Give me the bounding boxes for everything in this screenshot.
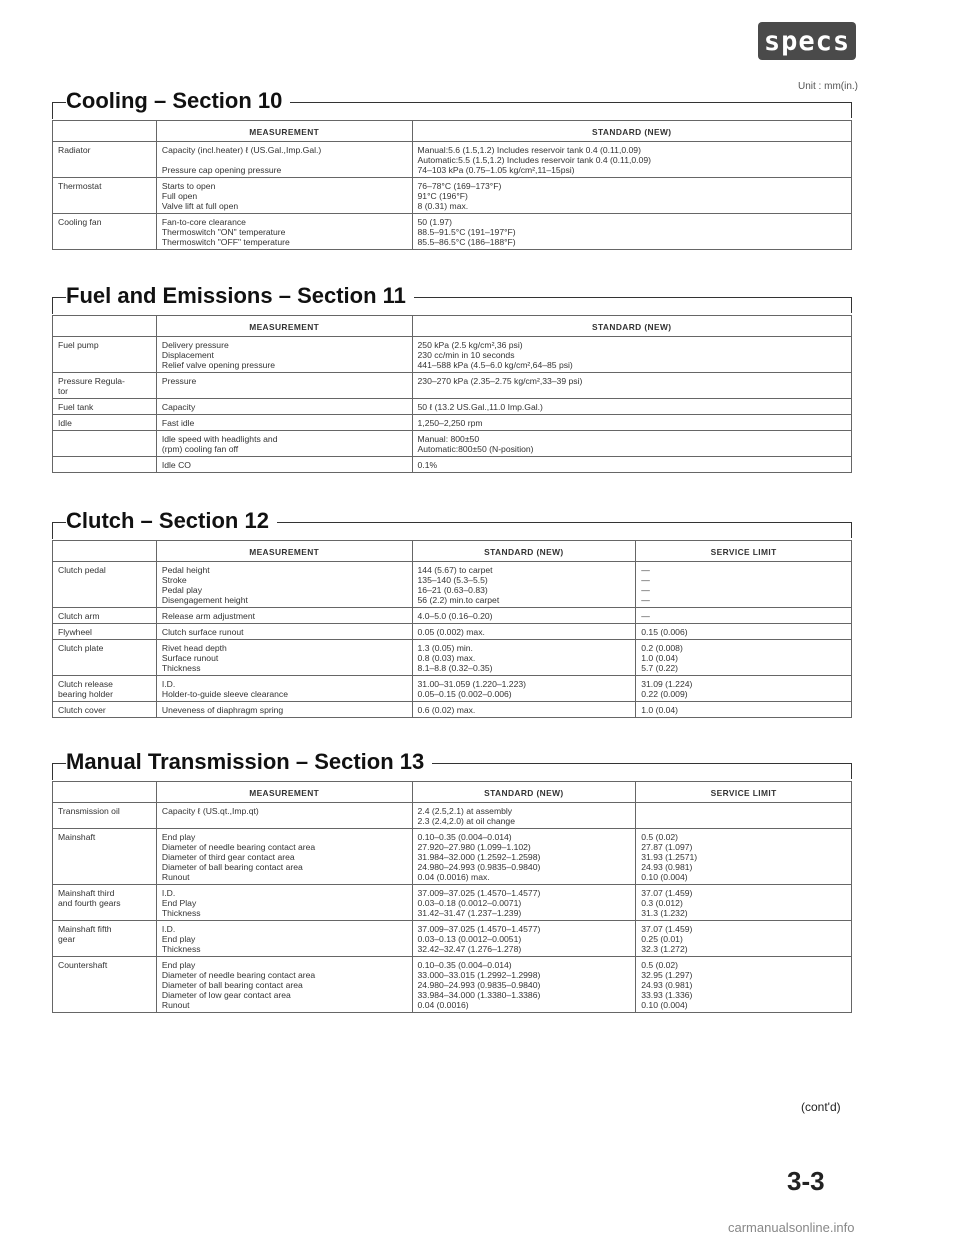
cell-line: Diameter of ball bearing contact area: [161, 862, 303, 872]
cell-line: Thickness: [161, 944, 201, 954]
item-cell: [53, 399, 157, 415]
cell-line: 250 kPa (2.5 kg/cm²,36 psi): [417, 340, 523, 350]
column-header: [53, 121, 157, 142]
spec-table: [52, 540, 852, 718]
cell-line: Transmission oil: [58, 806, 120, 816]
section-title: Fuel and Emissions – Section 11: [66, 283, 414, 309]
cell-line: 88.5–91.5°C (191–197°F): [417, 227, 516, 237]
measurement-cell: [156, 562, 412, 608]
table-row: [53, 178, 852, 214]
cell-line: Diameter of third gear contact area: [161, 852, 295, 862]
cell-line: 1.0 (0.04): [641, 705, 679, 715]
cell-line: 0.5 (0.02): [641, 960, 679, 970]
cell-line: Clutch surface runout: [161, 627, 244, 637]
standard-cell: [412, 885, 636, 921]
cooling-section: [52, 88, 852, 250]
cell-line: Pressure cap opening pressure: [161, 165, 282, 175]
spec-table: [52, 315, 852, 473]
table-row: [53, 829, 852, 885]
cell-line: 50 ℓ (13.2 US.Gal.,11.0 Imp.Gal.): [417, 402, 543, 412]
cell-line: 0.05–0.15 (0.002–0.006): [417, 689, 512, 699]
cell-line: 8 (0.31) max.: [417, 201, 469, 211]
cell-line: —: [641, 595, 650, 605]
clutch-section: [52, 508, 852, 718]
cell-line: 16–21 (0.63–0.83): [417, 585, 488, 595]
cell-line: 56 (2.2) min.to carpet: [417, 595, 500, 605]
cell-line: Diameter of needle bearing contact area: [161, 842, 316, 852]
section-title: Manual Transmission – Section 13: [66, 749, 432, 775]
cell-line: 0.15 (0.006): [641, 627, 688, 637]
measurement-cell: [156, 142, 412, 178]
column-header: [53, 541, 157, 562]
column-header: STANDARD (NEW): [412, 316, 851, 337]
column-header: [53, 316, 157, 337]
cell-line: Displacement: [161, 350, 214, 360]
cell-line: —: [641, 585, 650, 595]
table-row: [53, 803, 852, 829]
limit-cell: [636, 957, 852, 1013]
section-header: [52, 88, 852, 120]
cell-line: 91°C (196°F): [417, 191, 468, 201]
cell-line: 4.0–5.0 (0.16–0.20): [417, 611, 493, 621]
cell-line: 0.03–0.13 (0.0012–0.0051): [417, 934, 522, 944]
table-row: [53, 214, 852, 250]
measurement-cell: [156, 373, 412, 399]
column-header: MEASUREMENT: [156, 316, 412, 337]
cell-line: 2.3 (2.4,2.0) at oil change: [417, 816, 515, 826]
cell-line: 0.10 (0.004): [641, 872, 688, 882]
cell-line: 33.000–33.015 (1.2992–1.2998): [417, 970, 541, 980]
cell-line: Cooling fan: [58, 217, 102, 227]
limit-cell: [636, 640, 852, 676]
limit-cell: [636, 921, 852, 957]
header-bracket: [52, 297, 60, 314]
header-rule-end: [851, 297, 853, 313]
cell-line: Capacity: [161, 402, 196, 412]
cell-line: 0.8 (0.03) max.: [417, 653, 476, 663]
item-cell: [53, 803, 157, 829]
cell-line: Thickness: [161, 663, 201, 673]
cell-line: Surface runout: [161, 653, 219, 663]
cell-line: 1,250–2,250 rpm: [417, 418, 483, 428]
cell-line: 0.04 (0.0016) max.: [417, 872, 490, 882]
table-header-row: [53, 541, 852, 562]
item-cell: [53, 373, 157, 399]
item-cell: [53, 608, 157, 624]
spec-table: [52, 781, 852, 1013]
measurement-cell: [156, 885, 412, 921]
cell-line: 0.04 (0.0016): [417, 1000, 469, 1010]
limit-cell: [636, 885, 852, 921]
cell-line: 441–588 kPa (4.5–6.0 kg/cm²,64–85 psi): [417, 360, 573, 370]
table-row: [53, 337, 852, 373]
table-row: [53, 562, 852, 608]
standard-cell: [412, 214, 851, 250]
cell-line: Clutch cover: [58, 705, 106, 715]
cell-line: Relief valve opening pressure: [161, 360, 276, 370]
cell-line: 144 (5.67) to carpet: [417, 565, 493, 575]
cell-line: 32.42–32.47 (1.276–1.278): [417, 944, 522, 954]
cell-line: 24.980–24.993 (0.9835–0.9840): [417, 862, 541, 872]
cell-line: Diameter of needle bearing contact area: [161, 970, 316, 980]
fuel-emissions-section: [52, 283, 852, 473]
cell-line: 1.0 (0.04): [641, 653, 679, 663]
cell-line: 74–103 kPa (0.75–1.05 kg/cm²,11–15psi): [417, 165, 575, 175]
header-rule-end: [851, 763, 853, 779]
cell-line: Pressure: [161, 376, 197, 386]
measurement-cell: [156, 337, 412, 373]
cell-line: Starts to open: [161, 181, 216, 191]
cell-line: Mainshaft: [58, 832, 96, 842]
column-header: STANDARD (NEW): [412, 541, 636, 562]
standard-cell: [412, 142, 851, 178]
column-header: SERVICE LIMIT: [636, 782, 852, 803]
cell-line: Idle speed with headlights and: [161, 434, 278, 444]
cell-line: [58, 460, 151, 470]
cell-line: Mainshaft fifth: [58, 924, 112, 934]
cell-line: Holder-to-guide sleeve clearance: [161, 689, 288, 699]
cell-line: Thermoswitch "ON" temperature: [161, 227, 286, 237]
cell-line: 24.93 (0.981): [641, 862, 693, 872]
item-cell: [53, 415, 157, 431]
specs-badge: specs: [758, 22, 856, 60]
cell-line: 0.5 (0.02): [641, 832, 679, 842]
item-cell: [53, 214, 157, 250]
measurement-cell: [156, 431, 412, 457]
standard-cell: [412, 431, 851, 457]
cell-line: Mainshaft third: [58, 888, 115, 898]
cell-line: End play: [161, 832, 196, 842]
cell-line: Diameter of low gear contact area: [161, 990, 291, 1000]
cell-line: Idle CO: [161, 460, 191, 470]
cell-line: I.D.: [161, 679, 176, 689]
table-header-row: [53, 782, 852, 803]
cell-line: Clutch release: [58, 679, 113, 689]
cell-line: Runout: [161, 1000, 190, 1010]
cell-line: 5.7 (0.22): [641, 663, 679, 673]
limit-cell: [636, 803, 852, 829]
cell-line: End play: [161, 934, 196, 944]
cell-line: 24.980–24.993 (0.9835–0.9840): [417, 980, 541, 990]
column-header: STANDARD (NEW): [412, 782, 636, 803]
cell-line: 0.10–0.35 (0.004–0.014): [417, 832, 512, 842]
cell-line: Pedal play: [161, 585, 202, 595]
cell-line: Thickness: [161, 908, 201, 918]
cell-line: 0.10 (0.004): [641, 1000, 688, 1010]
measurement-cell: [156, 829, 412, 885]
header-rule-end: [851, 522, 853, 538]
measurement-cell: [156, 214, 412, 250]
cell-line: Runout: [161, 872, 190, 882]
item-cell: [53, 676, 157, 702]
cell-line: 27.87 (1.097): [641, 842, 693, 852]
cell-line: Clutch arm: [58, 611, 100, 621]
cell-line: 32.3 (1.272): [641, 944, 688, 954]
cell-line: gear: [58, 934, 76, 944]
cell-line: 37.07 (1.459): [641, 888, 693, 898]
table-row: [53, 399, 852, 415]
cell-line: 8.1–8.8 (0.32–0.35): [417, 663, 493, 673]
header-bracket: [52, 763, 60, 780]
table-row: [53, 702, 852, 718]
measurement-cell: [156, 415, 412, 431]
item-cell: [53, 702, 157, 718]
cell-line: Release arm adjustment: [161, 611, 256, 621]
cell-line: 0.1%: [417, 460, 438, 470]
standard-cell: [412, 921, 636, 957]
cell-line: 76–78°C (169–173°F): [417, 181, 502, 191]
measurement-cell: [156, 957, 412, 1013]
column-header: MEASUREMENT: [156, 121, 412, 142]
header-bracket: [52, 102, 60, 119]
cell-line: 0.03–0.18 (0.0012–0.0071): [417, 898, 522, 908]
cell-line: 31.00–31.059 (1.220–1.223): [417, 679, 527, 689]
cell-line: Valve lift at full open: [161, 201, 239, 211]
cell-line: [162, 155, 407, 165]
cell-line: Fuel tank: [58, 402, 94, 412]
cell-line: Radiator: [58, 145, 91, 155]
cell-line: —: [641, 565, 650, 575]
cell-line: 31.42–31.47 (1.237–1.239): [417, 908, 522, 918]
cell-line: 24.93 (0.981): [641, 980, 693, 990]
measurement-cell: [156, 624, 412, 640]
cell-line: 230–270 kPa (2.35–2.75 kg/cm²,33–39 psi): [417, 376, 583, 386]
cell-line: tor: [58, 386, 69, 396]
cell-line: Clutch pedal: [58, 565, 106, 575]
cell-line: End Play: [161, 898, 197, 908]
standard-cell: [412, 829, 636, 885]
standard-cell: [412, 803, 636, 829]
cell-line: bearing holder: [58, 689, 113, 699]
measurement-cell: [156, 399, 412, 415]
cell-line: Delivery pressure: [161, 340, 229, 350]
cell-line: 0.3 (0.012): [641, 898, 683, 908]
section-title: Cooling – Section 10: [66, 88, 290, 114]
cell-line: 33.93 (1.336): [641, 990, 693, 1000]
table-row: [53, 608, 852, 624]
standard-cell: [412, 957, 636, 1013]
standard-cell: [412, 562, 636, 608]
item-cell: [53, 457, 157, 473]
table-row: [53, 457, 852, 473]
cell-line: 31.93 (1.2571): [641, 852, 698, 862]
header-rule-end: [851, 102, 853, 118]
cell-line: Rivet head depth: [161, 643, 227, 653]
item-cell: [53, 142, 157, 178]
cell-line: 1.3 (0.05) min.: [417, 643, 473, 653]
standard-cell: [412, 178, 851, 214]
header-bracket: [52, 522, 60, 539]
cell-line: Countershaft: [58, 960, 108, 970]
table-row: [53, 640, 852, 676]
cell-line: 31.3 (1.232): [641, 908, 688, 918]
limit-cell: [636, 562, 852, 608]
cell-line: I.D.: [161, 924, 176, 934]
watermark: carmanualsonline.info: [728, 1220, 855, 1235]
table-row: [53, 373, 852, 399]
table-header-row: [53, 121, 852, 142]
item-cell: [53, 957, 157, 1013]
cell-line: 230 cc/min in 10 seconds: [417, 350, 515, 360]
cell-line: 0.22 (0.009): [641, 689, 688, 699]
section-header: [52, 508, 852, 540]
standard-cell: [412, 337, 851, 373]
cell-line: Clutch plate: [58, 643, 104, 653]
cell-line: 37.009–37.025 (1.4570–1.4577): [417, 924, 541, 934]
measurement-cell: [156, 608, 412, 624]
item-cell: [53, 640, 157, 676]
unit-label: Unit : mm(in.): [798, 81, 858, 92]
standard-cell: [412, 702, 636, 718]
table-row: [53, 957, 852, 1013]
cell-line: 50 (1.97): [417, 217, 452, 227]
limit-cell: [636, 829, 852, 885]
table-row: [53, 142, 852, 178]
cell-line: Uneveness of diaphragm spring: [161, 705, 284, 715]
cell-line: Automatic:800±50 (N-position): [417, 444, 534, 454]
cell-line: Thermostat: [58, 181, 102, 191]
section-title: Clutch – Section 12: [66, 508, 277, 534]
measurement-cell: [156, 640, 412, 676]
column-header: MEASUREMENT: [156, 782, 412, 803]
cell-line: Capacity ℓ (US.qt.,Imp.qt): [161, 806, 259, 816]
measurement-cell: [156, 178, 412, 214]
cell-line: Fan-to-core clearance: [161, 217, 246, 227]
cell-line: Thermoswitch "OFF" temperature: [161, 237, 290, 247]
cell-line: 0.2 (0.008): [641, 643, 683, 653]
item-cell: [53, 562, 157, 608]
measurement-cell: [156, 702, 412, 718]
cell-line: 33.984–34.000 (1.3380–1.3386): [417, 990, 541, 1000]
item-cell: [53, 885, 157, 921]
cell-line: 85.5–86.5°C (186–188°F): [417, 237, 516, 247]
table-row: [53, 921, 852, 957]
cell-line: [641, 806, 846, 816]
cell-line: Capacity (incl.heater) ℓ (US.Gal.,Imp.Gal.): [161, 145, 322, 155]
standard-cell: [412, 415, 851, 431]
cell-line: Automatic:5.5 (1.5,1.2) Includes reservoir tank 0.4 (0.11,0.09): [417, 155, 651, 165]
cell-line: Full open: [161, 191, 198, 201]
cell-line: 0.10–0.35 (0.004–0.014): [417, 960, 512, 970]
continued-note: (cont'd): [801, 1100, 841, 1114]
cell-line: Stroke: [161, 575, 187, 585]
cell-line: —: [641, 575, 650, 585]
cell-line: and fourth gears: [58, 898, 121, 908]
item-cell: [53, 829, 157, 885]
cell-line: Pedal height: [161, 565, 210, 575]
cell-line: Flywheel: [58, 627, 92, 637]
cell-line: 27.920–27.980 (1.099–1.102): [417, 842, 531, 852]
cell-line: (rpm) cooling fan off: [161, 444, 239, 454]
item-cell: [53, 921, 157, 957]
page-number: 3-3: [787, 1166, 825, 1196]
cell-line: 37.009–37.025 (1.4570–1.4577): [417, 888, 541, 898]
limit-cell: [636, 702, 852, 718]
cell-line: Fast idle: [161, 418, 195, 428]
limit-cell: [636, 608, 852, 624]
cell-line: Manual: 800±50: [417, 434, 480, 444]
cell-line: 31.984–32.000 (1.2592–1.2598): [417, 852, 541, 862]
measurement-cell: [156, 457, 412, 473]
cell-line: Diameter of ball bearing contact area: [161, 980, 303, 990]
standard-cell: [412, 676, 636, 702]
cell-line: —: [641, 611, 650, 621]
item-cell: [53, 178, 157, 214]
standard-cell: [412, 457, 851, 473]
item-cell: [53, 431, 157, 457]
spec-table: [52, 120, 852, 250]
section-header: [52, 283, 852, 315]
limit-cell: [636, 676, 852, 702]
measurement-cell: [156, 921, 412, 957]
standard-cell: [412, 608, 636, 624]
manual-transmission-section: [52, 749, 852, 1013]
cell-line: Pressure Regula-: [58, 376, 125, 386]
table-row: [53, 885, 852, 921]
section-header: [52, 749, 852, 781]
cell-line: Manual:5.6 (1.5,1.2) Includes reservoir tank 0.4 (0.11,0.09): [417, 145, 641, 155]
standard-cell: [412, 399, 851, 415]
cell-line: Fuel pump: [58, 340, 99, 350]
table-header-row: [53, 316, 852, 337]
table-row: [53, 415, 852, 431]
cell-line: I.D.: [161, 888, 176, 898]
cell-line: 0.05 (0.002) max.: [417, 627, 485, 637]
limit-cell: [636, 624, 852, 640]
cell-line: End play: [161, 960, 196, 970]
cell-line: 0.6 (0.02) max.: [417, 705, 476, 715]
column-header: [53, 782, 157, 803]
cell-line: 37.07 (1.459): [641, 924, 693, 934]
column-header: MEASUREMENT: [156, 541, 412, 562]
cell-line: 0.25 (0.01): [641, 934, 683, 944]
cell-line: 135–140 (5.3–5.5): [417, 575, 488, 585]
column-header: STANDARD (NEW): [412, 121, 851, 142]
table-row: [53, 624, 852, 640]
column-header: SERVICE LIMIT: [636, 541, 852, 562]
cell-line: 31.09 (1.224): [641, 679, 693, 689]
table-row: [53, 676, 852, 702]
cell-line: Idle: [58, 418, 72, 428]
measurement-cell: [156, 803, 412, 829]
cell-line: 32.95 (1.297): [641, 970, 693, 980]
standard-cell: [412, 640, 636, 676]
table-row: [53, 431, 852, 457]
measurement-cell: [156, 676, 412, 702]
cell-line: Disengagement height: [161, 595, 248, 605]
standard-cell: [412, 373, 851, 399]
item-cell: [53, 624, 157, 640]
cell-line: 2.4 (2.5,2.1) at assembly: [417, 806, 513, 816]
standard-cell: [412, 624, 636, 640]
cell-line: [58, 434, 151, 444]
item-cell: [53, 337, 157, 373]
